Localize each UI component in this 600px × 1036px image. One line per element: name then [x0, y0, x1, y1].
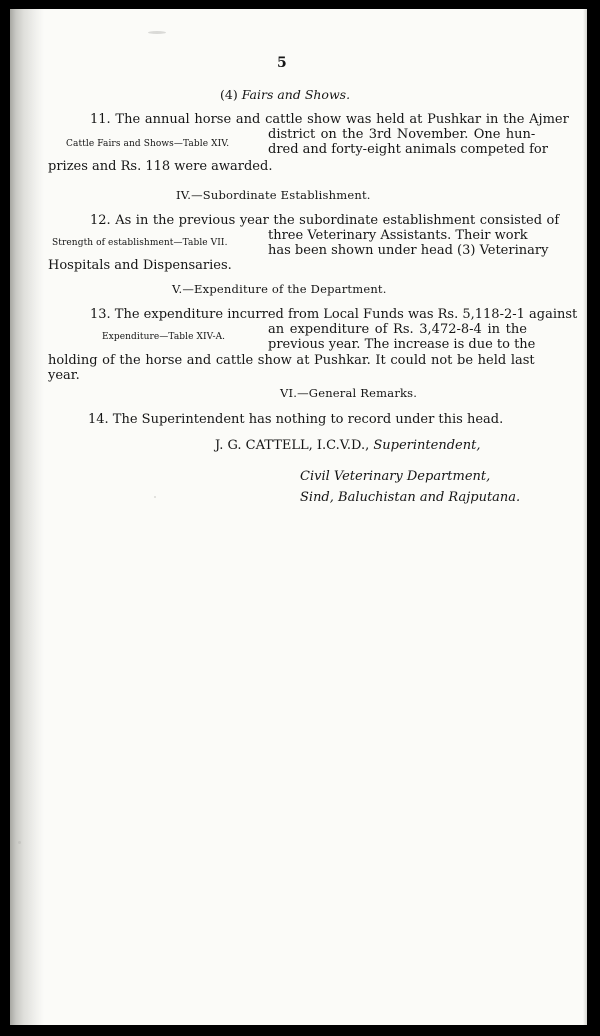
page-edge	[583, 9, 587, 1025]
para-12-line-2: three Veterinary Assistants. Their work	[268, 228, 528, 243]
para-11-line-1: 11. The annual horse and cattle show was held at Pushkar in the Ajmer	[90, 112, 569, 127]
para-11-line-4: prizes and Rs. 118 were awarded.	[48, 159, 273, 174]
para-12-line-1: 12. As in the previous year the subordinate establishment consisted of	[90, 213, 560, 228]
section-heading-vi: VI.—General Remarks.	[280, 386, 418, 400]
binding-shadow	[10, 9, 44, 1025]
signature-name-line	[215, 438, 480, 453]
signatory-region: Sind, Baluchistan and Rajputana.	[300, 490, 521, 505]
para-13-line-3: previous year. The increase is due to the	[268, 337, 536, 352]
para-13-line-1: 13. The expenditure incurred from Local Funds was Rs. 5,118-2-1 against	[90, 307, 578, 322]
document-page	[10, 9, 587, 1025]
margin-note-establishment: Strength of establishment—Table VII.	[52, 238, 228, 248]
para-11-line-3: dred and forty-eight animals competed for	[268, 142, 548, 157]
section-title: Fairs and Shows.	[241, 87, 351, 102]
section-heading-v: V.—Expenditure of the Department.	[172, 282, 387, 296]
para-11-line-2: district on the 3rd November. One hun-	[268, 127, 536, 142]
signatory-name: J. G. CATTELL, I.C.V.D.,	[215, 438, 370, 453]
scan-speck	[148, 31, 166, 34]
scan-speck	[18, 841, 21, 844]
para-13-line-4: holding of the horse and cattle show at Pushkar. It could not be held last	[48, 353, 535, 368]
section-heading-iv: IV.—Subordinate Establishment.	[176, 188, 371, 202]
para-12-line-4: Hospitals and Dispensaries.	[48, 258, 232, 273]
para-12-line-3: has been shown under head (3) Veterinary	[268, 243, 549, 258]
page-number: 5	[277, 55, 287, 71]
section-number: (4)	[220, 87, 238, 102]
margin-note-cattle-fairs: Cattle Fairs and Shows—Table XIV.	[66, 139, 230, 149]
scan-speck	[154, 496, 156, 498]
section-heading-fairs	[220, 87, 350, 102]
margin-note-expenditure: Expenditure—Table XIV-A.	[102, 332, 226, 342]
para-14-line-1: 14. The Superintendent has nothing to record under this head.	[88, 412, 504, 427]
signatory-role: Superintendent,	[373, 438, 481, 453]
para-13-line-5: year.	[48, 368, 80, 383]
signatory-department: Civil Veterinary Department,	[300, 469, 491, 484]
para-13-line-2: an expenditure of Rs. 3,472-8-4 in the	[268, 322, 527, 337]
